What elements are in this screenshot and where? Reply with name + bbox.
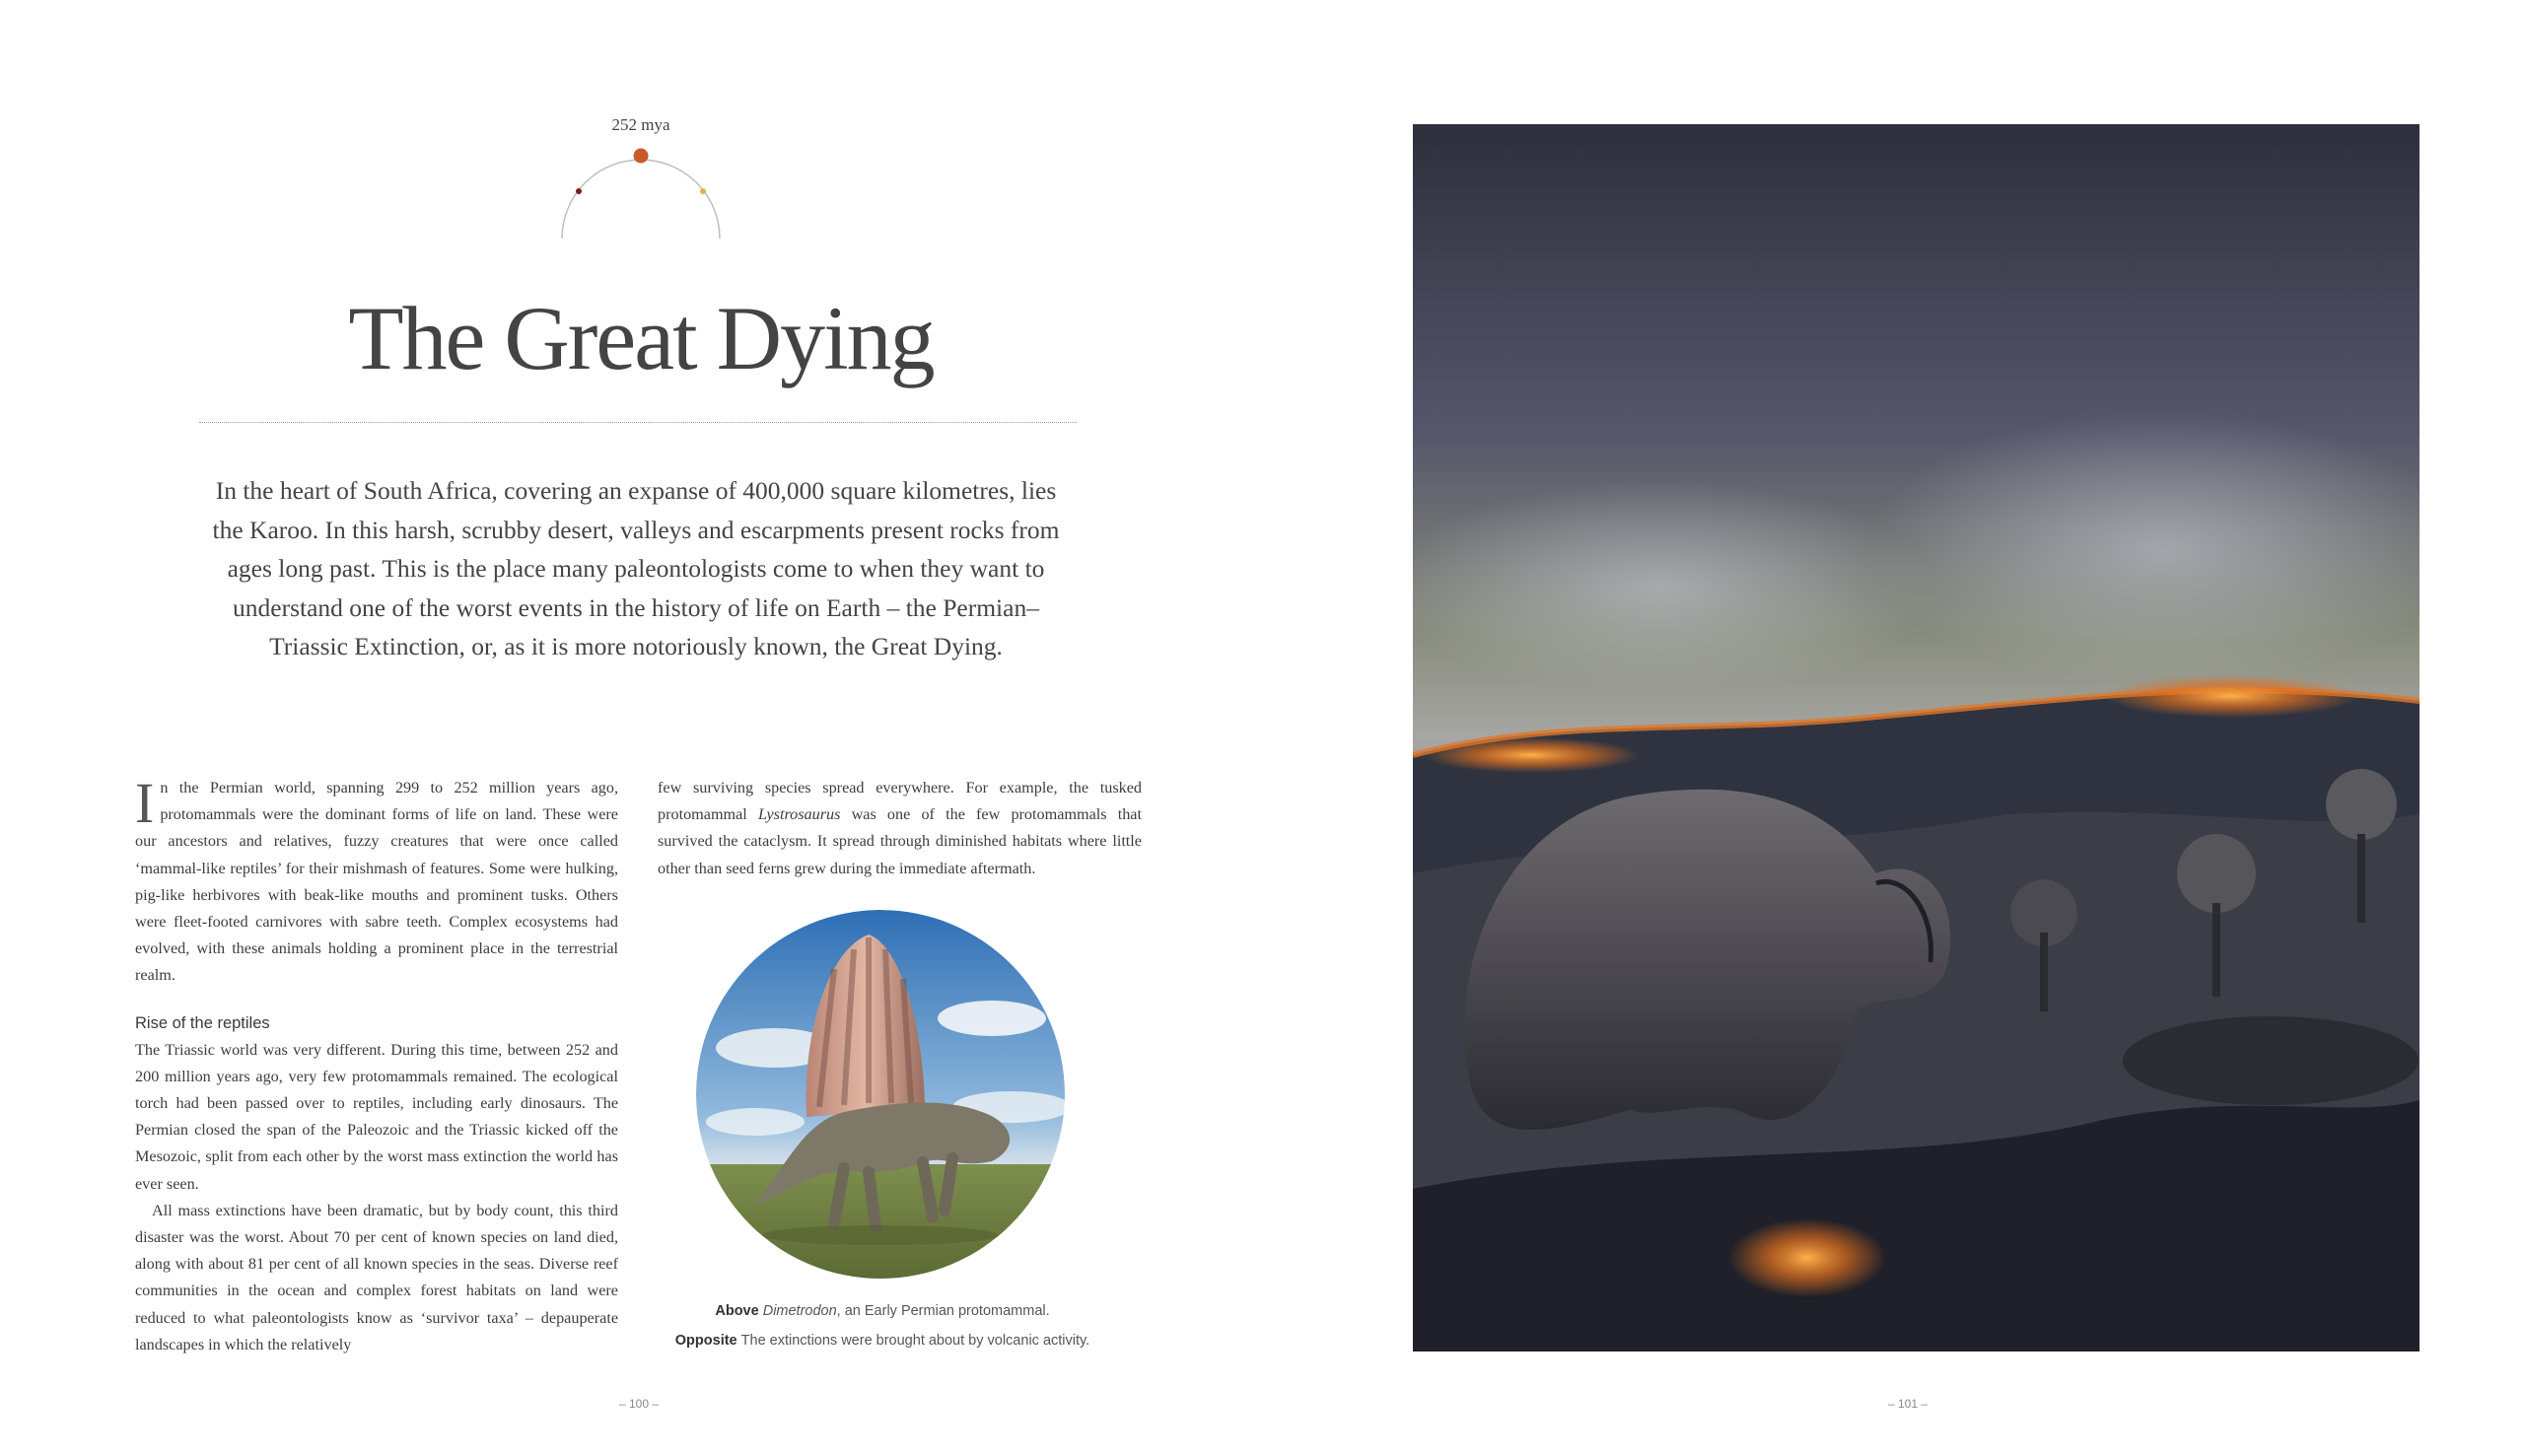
subheading: Rise of the reptiles — [135, 1013, 270, 1032]
caption-opposite-text: The extinctions were brought about by volcanic activity. — [740, 1333, 1090, 1349]
paragraph-extinctions: All mass extinctions have been dramatic, but by body count, this third disaster was the worst. About 70 per cent of known species on land died, along with about 81 per cent of all known species in the seas. Diverse reef communities in the ocean and complex forest habitats on land were reduced to what paleontologists know as ‘survivor taxa’ – depauperate landscapes in which the relatively — [135, 1201, 618, 1353]
survivors-text-a: few surviving species spread everywhere. For example, the tusked protomammal — [658, 779, 1142, 824]
timeline-dot-right — [700, 188, 706, 194]
timeline-dot-left — [576, 188, 582, 194]
paragraph-triassic: The Triassic world was very different. During this time, between 252 and 200 million years ago, very few protomammals remained. The ecological torch had been passed over to reptiles, including early dinosaurs. The Permian closed the span of the Paleozoic and the Triassic kicked off the Mesozoic, split from each other by the worst mass extinction the world has ever seen. — [135, 1040, 618, 1193]
timeline-dial-icon — [552, 138, 730, 246]
caption-above-text: , an Early Permian protomammal. — [836, 1303, 1050, 1319]
body-column-2 — [658, 775, 1142, 882]
caption-opposite — [621, 1333, 1144, 1349]
paragraph-permian-text: n the Permian world, spanning 299 to 252 million years ago, protomammals were the dominant forms of life on land. These were our ancestors and relatives, fuzzy creatures that were once called ‘mammal-like reptiles’ for their mishmash of features. Some were hulking, pig-like herbivores with beak-like mouths and prominent tusks. Others were fleet-footed carnivores with sabre teeth. Complex ecosystems had evolved, with these animals holding a prominent place in the terrestrial realm. — [135, 779, 618, 985]
caption-opposite-label: Opposite — [674, 1333, 737, 1349]
caption-above-label: Above — [715, 1303, 759, 1319]
drop-cap: I — [135, 771, 155, 835]
dimetrodon-illustration — [696, 910, 1065, 1279]
survivors-text-b: was one of the few protomammals that survived the cataclysm. It spread through diminished habitats where little other than seed ferns grew during the immediate aftermath. — [658, 805, 1142, 877]
caption-above-genus: Dimetrodon — [762, 1303, 837, 1319]
page-number-right: – 101 – — [1887, 1397, 1928, 1411]
page-number-left: – 100 – — [618, 1397, 660, 1411]
intro-paragraph: In the heart of South Africa, covering an expanse of 400,000 square kilometres, lies the Karoo. In this harsh, scrubby desert, valleys and escarpments present rocks from ages long past. This is the place many paleontologists come to when they want to understand one of the worst events in the history of life on Earth – the Permian–Triassic Extinction, or, as it is more notoriously known, the Great Dying. — [212, 476, 1060, 660]
paragraph-survivors — [658, 775, 1142, 882]
timeline-label: 252 mya — [611, 115, 670, 134]
title-divider — [199, 422, 1077, 423]
survivors-genus: Lystrosaurus — [757, 805, 841, 824]
body-column-1 — [135, 771, 618, 1358]
page-title: The Great Dying — [348, 288, 934, 388]
timeline-marker — [634, 149, 649, 164]
caption-above — [621, 1303, 1144, 1319]
volcanic-landscape-illustration — [1413, 124, 2419, 1352]
paragraph-permian — [135, 771, 618, 990]
